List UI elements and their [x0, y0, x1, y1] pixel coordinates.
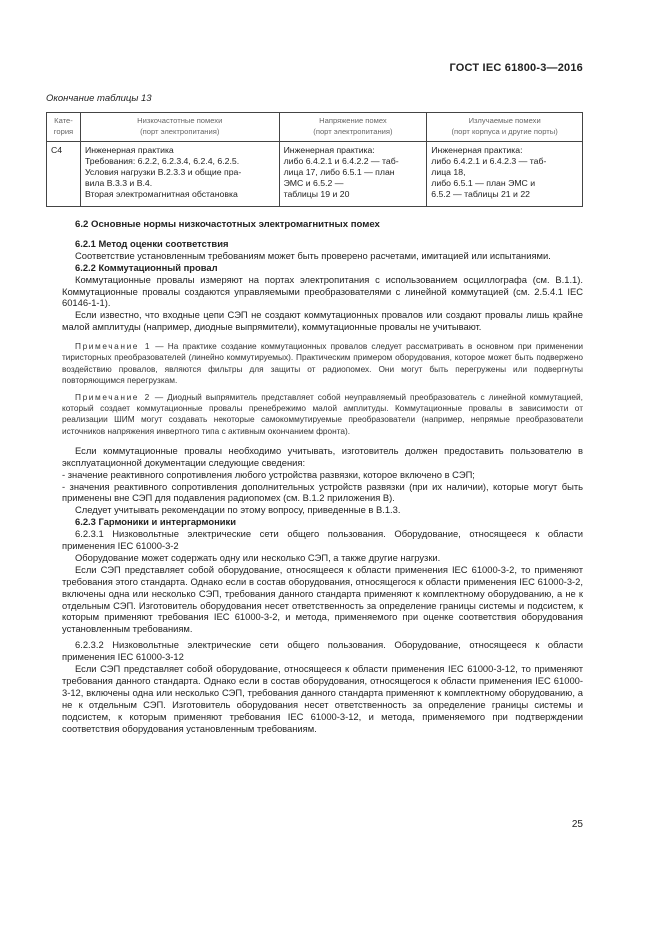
table-13: [46, 112, 583, 207]
paragraph: Следует учитывать рекомендации по этому вопросу, приведенные в В.1.3.: [75, 504, 401, 516]
list-item: - значение реактивного сопротивления любого устройства развязки, которое включено в СЭП;: [62, 468, 475, 480]
cell-category: С4: [47, 142, 81, 207]
cell-voltage: Инженерная практика: либо 6.4.2.1 и 6.4.2.2 — таб- лица 17, либо 6.5.1 — план ЭМС и 6.5.2 — таблицы 19 и 20: [279, 142, 427, 207]
paragraph: Если коммутационные провалы необходимо учитывать, изготовитель должен предоставить пользователю в эксплуатационной документации следующие сведения:: [62, 444, 583, 468]
note-text: — Диодный выпрямитель представляет собой неуправляемый преобразователь с линейной коммутацией, который создает коммутационные провалы пренебрежимо малой амплитуды. Коммутационные провалы в зависимости от реализации ШИМ могут создавать некоторые самокоммутируемые преобразователи (например, непрямые преобразователи источников напряжения инвертного типа с активным окончанием фронта).: [62, 391, 583, 436]
column-header-low-frequency: Низкочастотные помехи (порт электропитания): [80, 113, 279, 142]
note-text: — На практике создание коммутационных провалов следует рассматривать в основном при применении тиристорных преобразователей (линейно коммутируемых). Практическим примером оборудования, которое может быть подвержено воздействию провалов, являются фильтры для защиты от радиопомех. Они могут быть перегружены или подвергнуты повторяющимся перегрузкам.: [62, 341, 583, 385]
table-header-row: [47, 113, 583, 142]
note-label: Примечание 1: [75, 341, 152, 352]
note-label: Примечание 2: [75, 391, 151, 402]
table-row: [47, 142, 583, 207]
column-header-radiated: Излучаемые помехи (порт корпуса и другие порты): [427, 113, 583, 142]
paragraph: Если известно, что входные цепи СЭП не создают коммутационных провалов или создают провалы лишь крайне малой амплитуды (например, диодные выпрямители), коммутационные провалы не учитывают.: [62, 309, 583, 333]
paragraph: Оборудование может содержать одну или несколько СЭП, а также другие нагрузки.: [75, 551, 441, 563]
standard-designation: ГОСТ IEC 61800-3—2016: [449, 62, 583, 74]
paragraph: Соответствие установленным требованиям может быть проверено расчетами, имитацией или испытаниями.: [75, 249, 551, 261]
paragraph: 6.2.3.1 Низковольтные электрические сети общего пользования. Оборудование, относящееся к области применения IEC 61000-3-2: [62, 528, 583, 552]
note-2: [62, 392, 583, 437]
cell-radiated: Инженерная практика: либо 6.4.2.1 и 6.4.2.3 — таб- лица 18, либо 6.5.1 — план ЭМС и 6.5.2 — таблицы 21 и 22: [427, 142, 583, 207]
list-item: - значения реактивного сопротивления дополнительных устройств развязки (при их наличии), которые могут быть применены вне СЭП для подавления радиопомех (см. В.1.2 приложения В).: [62, 480, 583, 504]
column-header-voltage: Напряжение помех (порт электропитания): [279, 113, 427, 142]
column-header-category: Кате- гория: [47, 113, 81, 142]
paragraph: 6.2.3.2 Низковольтные электрические сети общего пользования. Оборудование, относящееся к области применения IEC 61000-3-12: [62, 639, 583, 663]
note-1: [62, 341, 583, 386]
section-heading-6-2: 6.2 Основные нормы низкочастотных электромагнитных помех: [75, 219, 380, 230]
paragraph: Если СЭП представляет собой оборудование, относящееся к области применения IEC 61000-3-2, то применяют требования этого стандарта. Однако если в состав оборудования, относящегося к области применения IEC 61000-3-2, включены одна или несколько СЭП, требования данного стандарта применяют к комплектному оборудованию, а не к отдельным СЭП. Изготовитель оборудования несет ответственность за определение границы системы и подсистем, к которым применяют требования IEC 61000-3-2, и метода, применяемого при оценке соответствия оборудования установленным требованиям.: [62, 563, 583, 635]
document-body: [62, 219, 583, 735]
table-caption: Окончание таблицы 13: [46, 93, 152, 104]
paragraph: Коммутационные провалы измеряют на портах электропитания с использованием осциллографа (см. В.1.1). Коммутационные провалы создаются управляемыми преобразователями с линейной коммутацией (см. 2.5.4.1 IEC 60146-1-1).: [62, 273, 583, 309]
paragraph: Если СЭП представляет собой оборудование, относящееся к области применения IEC 61000-3-12, то применяют требования данного стандарта. Однако если в состав оборудования, относящегося к области применения IEC 61000-3-12, включены одна или несколько СЭП, требования данного стандарта применяют к комплектному оборудованию, а не к отдельным СЭП. Изготовитель оборудования несет ответственность за определение границы системы и подсистем, к которым применяют требования IEC 61000-3-12, и метода, применяемого при подтверждении соответствия оборудования установленным требованиям.: [62, 663, 583, 734]
section-heading-6-2-1: 6.2.1 Метод оценки соответствия: [75, 237, 229, 249]
cell-low-frequency: Инженерная практика Требования: 6.2.2, 6.2.3.4, 6.2.4, 6.2.5. Условия нагрузки В.2.3.3 и общие пра- вила В.3.3 и В.4. Вторая электромагнитная обстановка: [80, 142, 279, 207]
section-heading-6-2-3: 6.2.3 Гармоники и интергармоники: [75, 516, 236, 528]
page-number: 25: [571, 819, 583, 830]
section-heading-6-2-2: 6.2.2 Коммутационный провал: [75, 261, 218, 273]
